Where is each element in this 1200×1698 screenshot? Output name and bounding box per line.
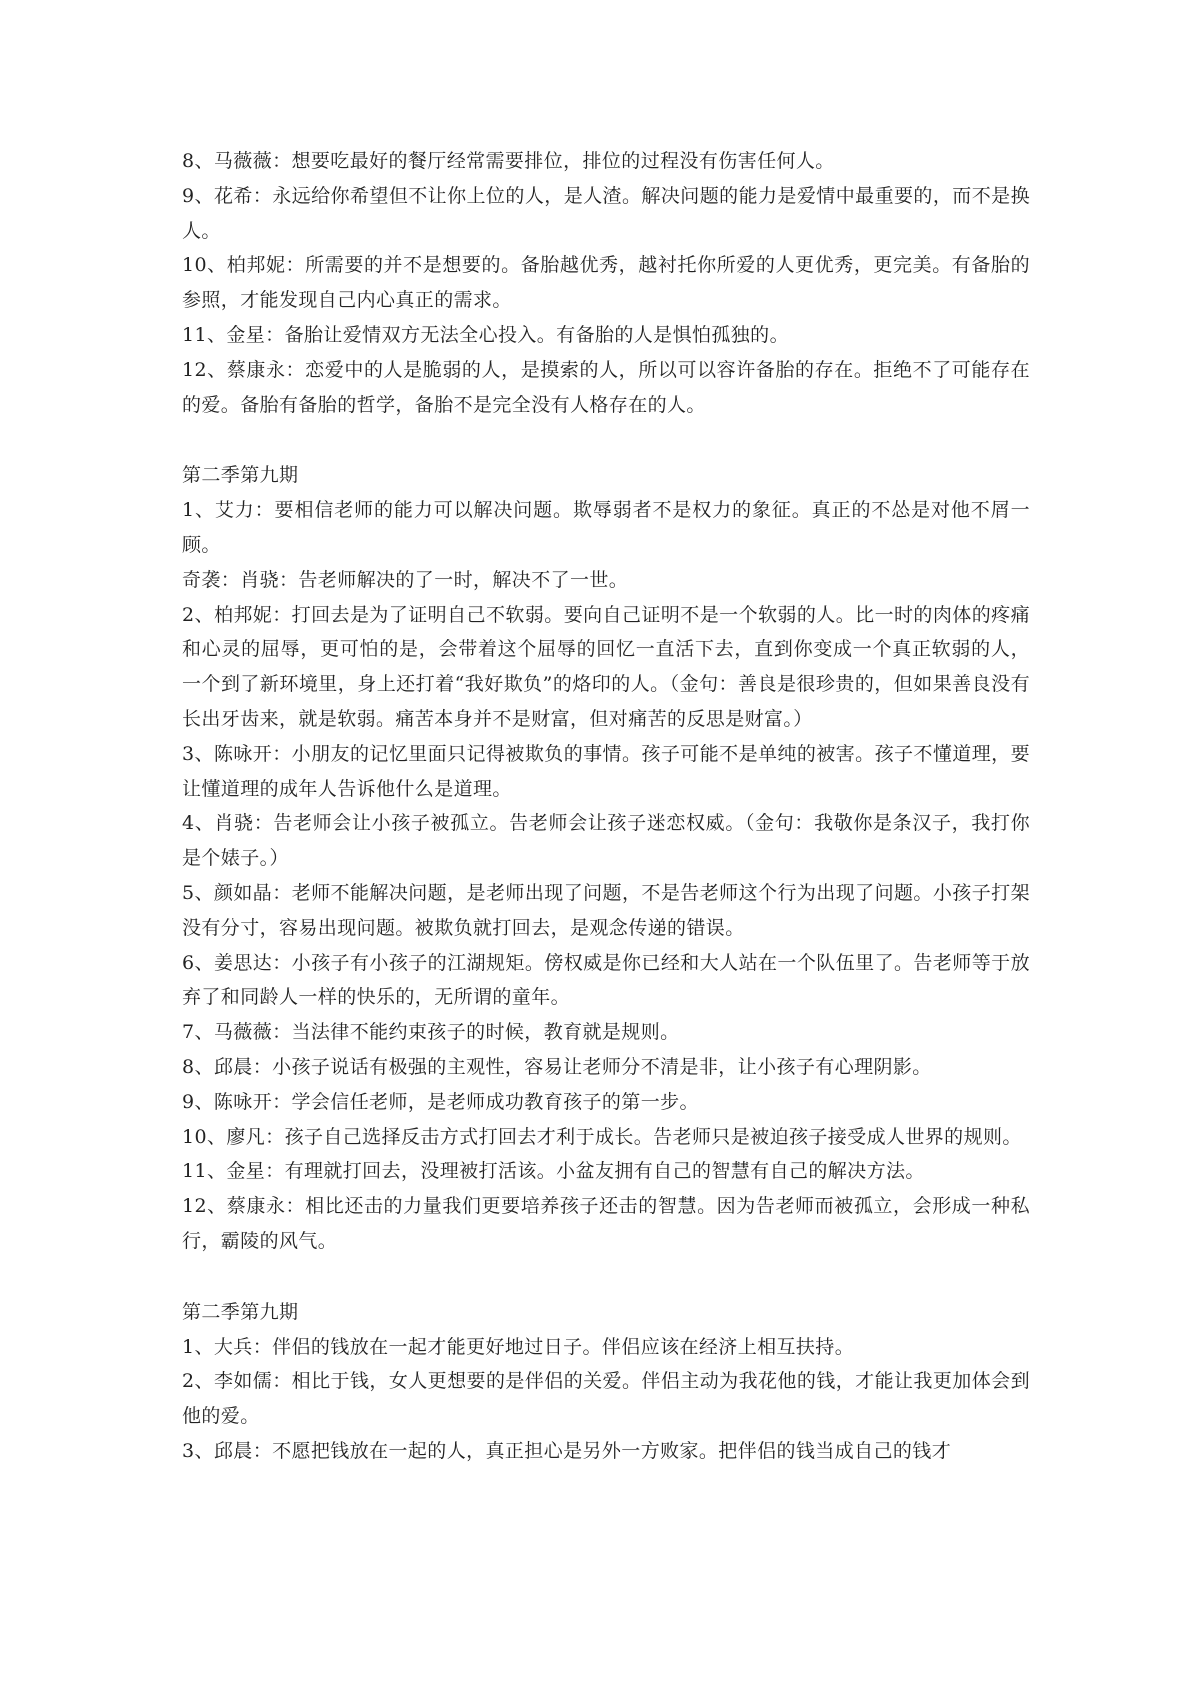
paragraph: 1、大兵：伴侣的钱放在一起才能更好地过日子。伴侣应该在经济上相互扶持。 <box>182 1335 855 1358</box>
paragraph: 9、花希：永远给你希望但不让你上位的人，是人渣。解决问题的能力是爱情中最重要的，而不是换人。 <box>182 184 1030 242</box>
paragraph: 8、邱晨：小孩子说话有极强的主观性，容易让老师分不清是非，让小孩子有心理阴影。 <box>182 1055 932 1078</box>
paragraph: 4、肖骁：告老师会让小孩子被孤立。告老师会让孩子迷恋权威。（金句：我敬你是条汉子，我打你是个婊子。） <box>182 812 1030 870</box>
document-body <box>182 144 1030 1469</box>
paragraph: 5、颜如晶：老师不能解决问题，是老师出现了问题，不是告老师这个行为出现了问题。小孩子打架没有分寸，容易出现问题。被欺负就打回去，是观念传递的错误。 <box>182 881 1030 939</box>
paragraph: 11、金星：备胎让爱情双方无法全心投入。有备胎的人是惧怕孤独的。 <box>182 323 789 346</box>
section-spacer <box>182 422 1030 458</box>
paragraph: 1、艾力：要相信老师的能力可以解决问题。欺辱弱者不是权力的象征。真正的不怂是对他不屑一顾。 <box>182 499 1030 556</box>
paragraph: 10、廖凡：孩子自己选择反击方式打回去才利于成长。告老师只是被迫孩子接受成人世界的规则。 <box>182 1125 1022 1148</box>
paragraph: 6、姜思达：小孩子有小孩子的江湖规矩。傍权威是你已经和大人站在一个队伍里了。告老师等于放弃了和同龄人一样的快乐的，无所谓的童年。 <box>182 951 1030 1009</box>
paragraph: 7、马薇薇：当法律不能约束孩子的时候，教育就是规则。 <box>182 1021 680 1044</box>
paragraph: 11、金星：有理就打回去，没理被打活该。小盆友拥有自己的智慧有自己的解决方法。 <box>182 1160 925 1183</box>
paragraph: 9、陈咏开：学会信任老师，是老师成功教育孩子的第一步。 <box>182 1090 699 1113</box>
paragraph: 2、柏邦妮：打回去是为了证明自己不软弱。要向自己证明不是一个软弱的人。比一时的肉体的疼痛和心灵的屈辱，更可怕的是，会带着这个屈辱的回忆一直活下去，直到你变成一个真正软弱的人，一个到了新环境里，身上还打着“我好欺负”的烙印的人。（金句：善良是很珍贵的，但如果善良没有长出牙齿来，就是软弱。痛苦本身并不是财富，但对痛苦的反思是财富。） <box>182 603 1030 730</box>
section-spacer <box>182 1259 1030 1295</box>
paragraph: 12、蔡康永：恋爱中的人是脆弱的人，是摸索的人，所以可以容许备胎的存在。拒绝不了可能存在的爱。备胎有备胎的哲学，备胎不是完全没有人格存在的人。 <box>182 358 1030 416</box>
paragraph: 3、陈咏开：小朋友的记忆里面只记得被欺负的事情。孩子可能不是单纯的被害。孩子不懂道理，要让懂道理的成年人告诉他什么是道理。 <box>182 742 1030 800</box>
paragraph: 3、邱晨：不愿把钱放在一起的人，真正担心是另外一方败家。把伴侣的钱当成自己的钱才 <box>182 1439 952 1462</box>
section-3 <box>182 1295 1030 1469</box>
paragraph: 8、马薇薇：想要吃最好的餐厅经常需要排位，排位的过程没有伤害任何人。 <box>182 150 835 172</box>
paragraph: 2、李如儒：相比于钱，女人更想要的是伴侣的关爱。伴侣主动为我花他的钱，才能让我更加体会到他的爱。 <box>182 1370 1030 1428</box>
paragraph: 12、蔡康永：相比还击的力量我们更要培养孩子还击的智慧。因为告老师而被孤立，会形成一种私行，霸陵的风气。 <box>182 1195 1030 1252</box>
section-heading: 第二季第九期 <box>182 464 299 487</box>
section-heading: 第二季第九期 <box>182 1300 299 1323</box>
paragraph: 奇袭：肖骁：告老师解决的了一时，解决不了一世。 <box>182 568 629 591</box>
paragraph: 10、柏邦妮：所需要的并不是想要的。备胎越优秀，越衬托你所爱的人更优秀，更完美。有备胎的参照，才能发现自己内心真正的需求。 <box>182 254 1030 312</box>
section-1 <box>182 144 1030 422</box>
section-2 <box>182 458 1030 1258</box>
